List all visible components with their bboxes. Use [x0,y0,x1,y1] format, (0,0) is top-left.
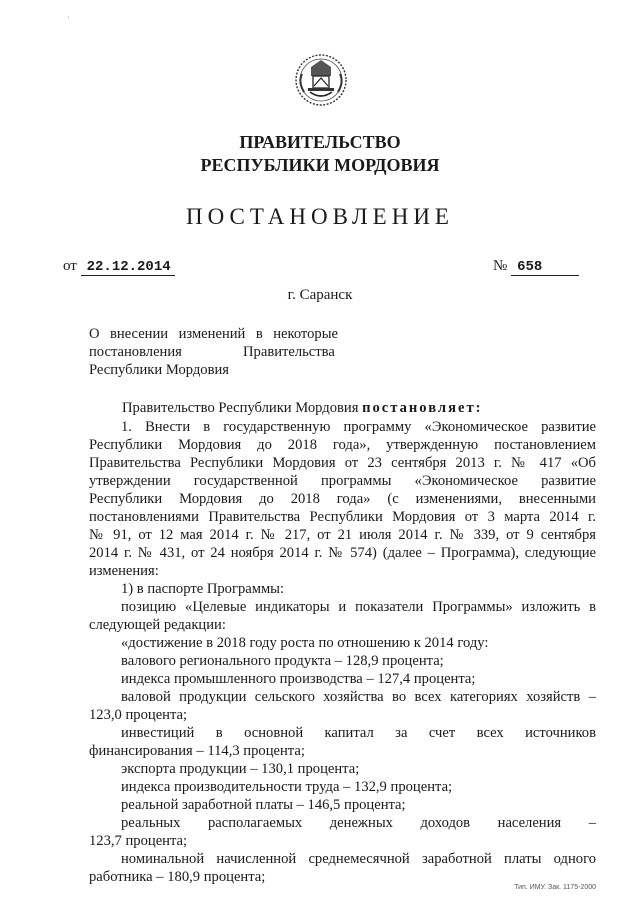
number-prefix: № [493,258,508,274]
body-line: утверждении государственной программы «Экономическое развитие [89,473,596,489]
body-line: индекса производительности труда – 132,9 процента; [121,779,453,795]
body-line: валового регионального продукта – 128,9 процента; [121,653,444,669]
intro-decree-word: постановляет: [362,400,483,416]
body-line: «достижение в 2018 году роста по отношению к 2014 году: [121,635,489,651]
body-line: Республики Мордовия до 2018 года», утвержденную постановлением [89,437,596,453]
body-line: позицию «Целевые индикаторы и показатели Программы» изложить в [121,599,596,615]
body-line: постановлениями Правительства Республики Мордовия от 3 марта 2014 г. [89,509,596,525]
body-line: 123,7 процента; [89,833,188,849]
body-line: изменения: [89,563,159,579]
city-label: г. Саранск [287,287,353,303]
date-row [63,258,175,276]
intro-line [122,400,483,417]
org-title-line2: РЕСПУБЛИКИ МОРДОВИЯ [200,155,440,175]
number-row [493,258,579,276]
date-prefix: от [63,258,77,274]
body-line: 1. Внести в государственную программу «Экономическое развитие [121,419,596,435]
subject-line2-right: Правительства [243,344,335,360]
corner-mark: ' [68,15,70,24]
body-line: экспорта продукции – 130,1 процента; [121,761,360,777]
subject-line3: Республики Мордовия [89,362,230,378]
body-line: валовой продукции сельского хозяйства во всех категориях хозяйств – [121,689,596,705]
body-line: № 91, от 12 мая 2014 г. № 217, от 21 июля 2014 г. № 339, от 9 сентября [89,527,596,543]
body-line: 1) в паспорте Программы: [121,581,285,597]
body-line: Республики Мордовия до 2018 года» (с изменениями, внесенными [89,491,596,507]
document-number: 658 [511,259,579,276]
document-date: 22.12.2014 [81,259,175,276]
body-line: следующей редакции: [89,617,226,633]
body-line: финансирования – 114,3 процента; [89,743,305,759]
doc-type-title: ПОСТАНОВЛЕНИЕ [186,204,454,229]
subject-line1: О внесении изменений в некоторые [89,326,338,342]
print-footer: Тип. ИМУ. Зак. 1175-2000 [514,884,596,891]
body-line: 123,0 процента; [89,707,188,723]
body-line: инвестиций в основной капитал за счет всех источников [121,725,596,741]
body-line: 2014 г. № 431, от 24 ноября 2014 г. № 574) (далее – Программа), следующие [89,545,596,561]
body-line: работника – 180,9 процента; [89,869,266,885]
body-line: реальных располагаемых денежных доходов населения – [121,815,596,831]
body-line: номинальной начисленной среднемесячной заработной платы одного [121,851,596,867]
org-title-line1: ПРАВИТЕЛЬСТВО [239,132,401,152]
body-line: Правительства Республики Мордовия от 23 сентября 2013 г. № 417 «Об [89,455,596,471]
body-line: реальной заработной платы – 146,5 процента; [121,797,406,813]
subject-line2-left: постановления [89,344,182,360]
body-line: индекса промышленного производства – 127,4 процента; [121,671,476,687]
coat-of-arms-emblem [294,52,348,108]
intro-text: Правительство Республики Мордовия [122,400,363,416]
